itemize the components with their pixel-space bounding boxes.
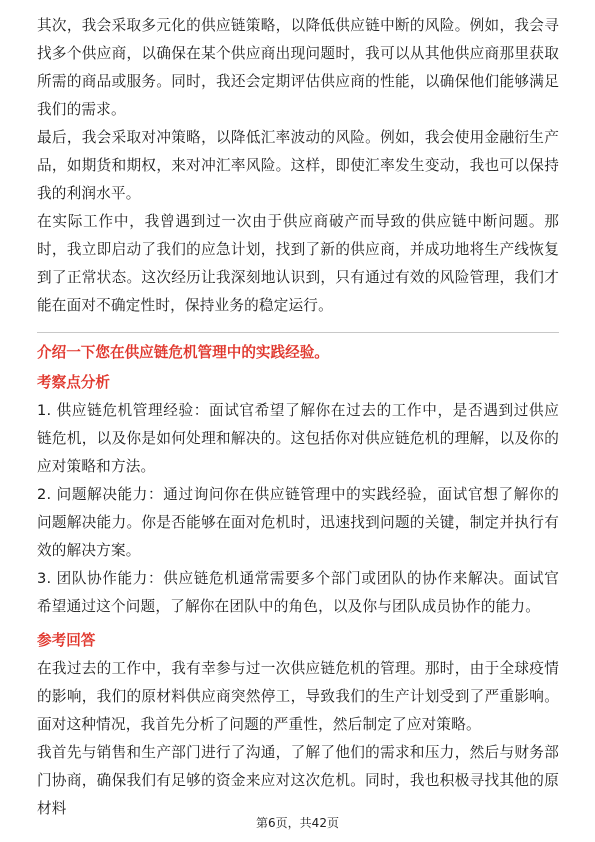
answer-paragraph: 我首先与销售和生产部门进行了沟通，了解了他们的需求和压力，然后与财务部门协商，确保我们有足够的资金来应对这次危机。同时，我也积极寻找其他的原材料 <box>37 744 559 817</box>
answer-title: 参考回答 <box>37 632 96 649</box>
analysis-item: 1. 供应链危机管理经验：面试官希望了解你在过去的工作中，是否遇到过供应链危机，以及你是如何处理和解决的。这包括你对供应链危机的理解，以及你的应对策略和方法。 <box>37 402 559 475</box>
answer-paragraph: 在我过去的工作中，我有幸参与过一次供应链危机的管理。那时，由于全球疫情的影响，我们的原材料供应商突然停工，导致我们的生产计划受到了严重影响。面对这种情况，我首先分析了问题的严重性，然后制定了应对策略。 <box>37 660 559 733</box>
body-paragraph: 其次，我会采取多元化的供应链策略，以降低供应链中断的风险。例如，我会寻找多个供应商，以确保在某个供应商出现问题时，我可以从其他供应商那里获取所需的商品或服务。同时，我还会定期评估供应商的性能，以确保他们能够满足我们的需求。 <box>37 17 559 118</box>
question-heading: 介绍一下您在供应链危机管理中的实践经验。 <box>37 344 329 361</box>
body-paragraph: 最后，我会采取对冲策略，以降低汇率波动的风险。例如，我会使用金融衍生产品，如期货和期权，来对冲汇率风险。这样，即使汇率发生变动，我也可以保持我的利润水平。 <box>37 129 559 202</box>
analysis-item: 2. 问题解决能力：通过询问你在供应链管理中的实践经验，面试官想了解你的问题解决能力。你是否能够在面对危机时，迅速找到问题的关键，制定并执行有效的解决方案。 <box>37 486 559 559</box>
document-page <box>37 12 559 823</box>
page-footer: 第6页，共42页 <box>256 816 339 830</box>
section-divider <box>37 332 559 333</box>
analysis-title: 考察点分析 <box>37 374 110 391</box>
analysis-item: 3. 团队协作能力：供应链危机通常需要多个部门或团队的协作来解决。面试官希望通过这个问题，了解你在团队中的角色，以及你与团队成员协作的能力。 <box>37 570 559 615</box>
body-paragraph: 在实际工作中，我曾遇到过一次由于供应商破产而导致的供应链中断问题。那时，我立即启动了我们的应急计划，找到了新的供应商，并成功地将生产线恢复到了正常状态。这次经历让我深刻地认识到，只有通过有效的风险管理，我们才能在面对不确定性时，保持业务的稳定运行。 <box>37 213 559 314</box>
